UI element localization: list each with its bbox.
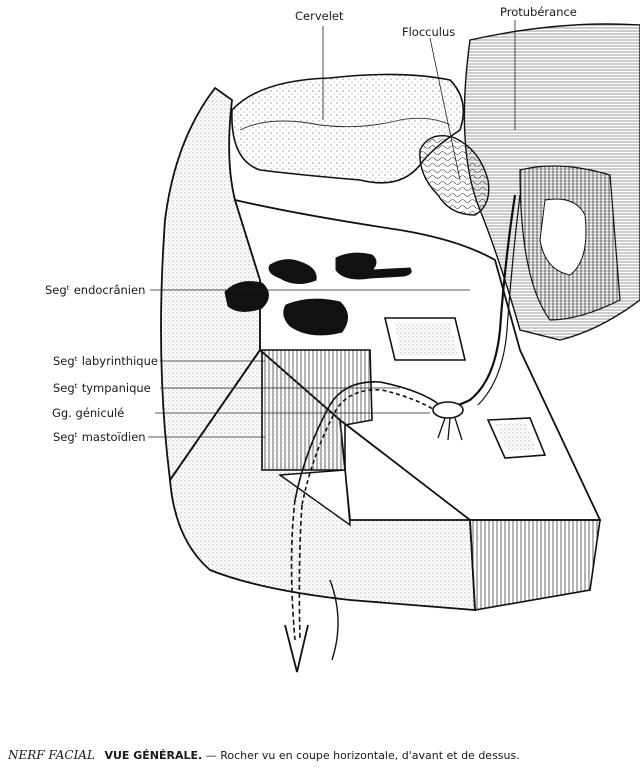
label-gg-genicule: Gg. géniculé: [52, 406, 125, 420]
label-cervelet: Cervelet: [295, 9, 344, 23]
label-flocculus: Flocculus: [402, 25, 456, 39]
figure-caption: [8, 748, 633, 762]
label-seg-tympanique: Segᵗ tympanique: [53, 381, 151, 395]
caption-subtitle: VUE GÉNÉRALE.: [104, 749, 203, 762]
caption-title: NERF FACIAL: [8, 748, 95, 762]
caption-description: — Rocher vu en coupe horizontale, d'avant et de dessus.: [205, 749, 520, 762]
label-seg-endocranien: Segᵗ endocrânien: [45, 283, 146, 297]
label-protuberance: Protubérance: [500, 5, 577, 19]
label-seg-labyrinthique: Segᵗ labyrinthique: [53, 354, 158, 368]
label-seg-mastoidien: Segᵗ mastoïdien: [53, 430, 146, 444]
